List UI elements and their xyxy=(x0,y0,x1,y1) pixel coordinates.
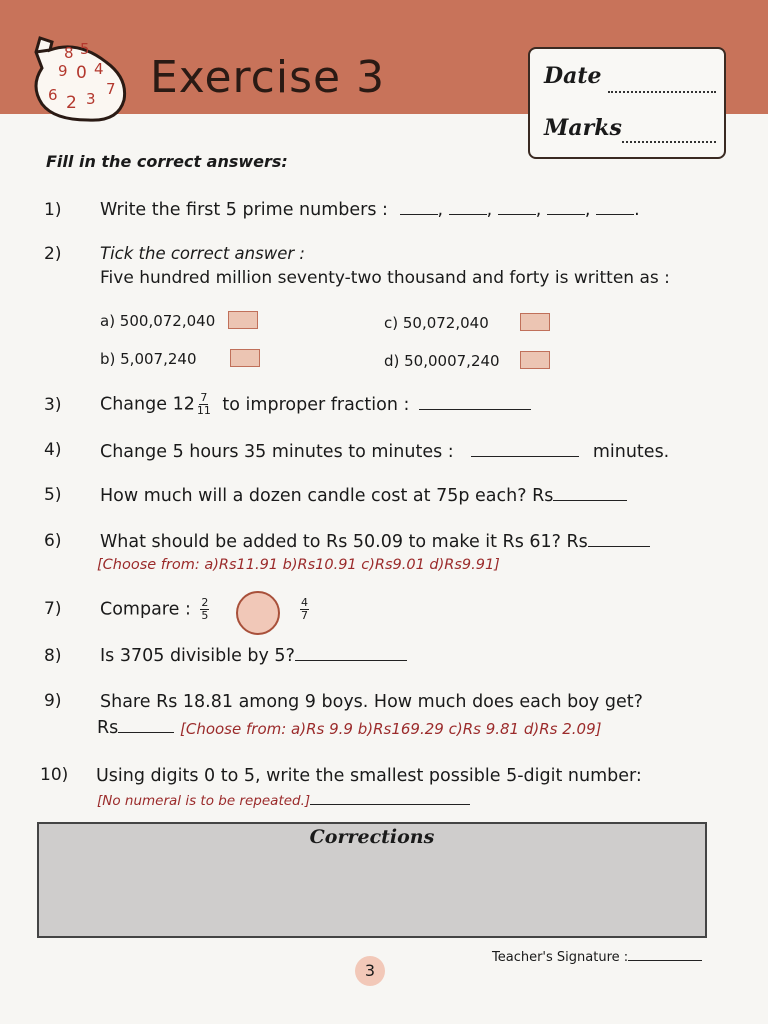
compare-circle[interactable] xyxy=(236,591,280,635)
corrections-title: Corrections xyxy=(309,826,435,848)
logo-digit: 4 xyxy=(94,60,104,78)
question-text: Change 12 xyxy=(100,394,195,415)
question-9-text: Share Rs 18.81 among 9 boys. How much does each boy get? xyxy=(100,692,643,712)
question-2-text: Five hundred million seventy-two thousand and forty is written as : xyxy=(100,268,670,288)
answer-blank[interactable] xyxy=(471,442,579,457)
question-text: Write the first 5 prime numbers : xyxy=(100,200,388,220)
logo-digit: 0 xyxy=(76,63,87,83)
signature-line[interactable] xyxy=(628,946,702,961)
question-number: 4) xyxy=(44,440,62,460)
question-number: 7) xyxy=(44,599,62,619)
answer-blank[interactable] xyxy=(553,486,627,501)
fraction-left: $\frac{2}{5}$ xyxy=(201,596,209,622)
instruction: Fill in the correct answers: xyxy=(46,152,288,171)
answer-blank[interactable] xyxy=(449,200,487,215)
logo-digit: 9 xyxy=(58,62,68,80)
question-5 xyxy=(100,486,627,506)
answer-blank[interactable] xyxy=(588,532,650,547)
option-c: c) 50,072,040 xyxy=(384,314,489,332)
question-number: 1) xyxy=(44,200,62,220)
option-a: a) 500,072,040 xyxy=(100,312,216,330)
answer-blank[interactable] xyxy=(419,395,531,410)
question-number: 5) xyxy=(44,485,62,505)
question-text: Compare : xyxy=(100,599,191,620)
logo-digit: 8 xyxy=(64,44,74,62)
question-number: 6) xyxy=(44,531,62,551)
tick-box-c[interactable] xyxy=(520,313,550,331)
fraction-right-wrap xyxy=(298,597,311,622)
answer-blank[interactable] xyxy=(498,200,536,215)
question-text: Change 5 hours 35 minutes to minutes : xyxy=(100,442,454,462)
question-text: Is 3705 divisible by 5? xyxy=(100,646,295,666)
question-10-text: Using digits 0 to 5, write the smallest possible 5-digit number: xyxy=(96,766,642,786)
question-4 xyxy=(100,442,669,462)
question-2-prompt: Tick the correct answer : xyxy=(100,244,305,263)
tick-box-d[interactable] xyxy=(520,351,550,369)
logo-digit: 5 xyxy=(80,40,90,58)
date-label: Date xyxy=(544,63,602,89)
numbers-bag-logo xyxy=(28,34,146,126)
logo-digit: 2 xyxy=(66,93,77,113)
question-number: 8) xyxy=(44,646,62,666)
question-10-hint: [No numeral is to be repeated.] xyxy=(97,790,470,809)
answer-blank[interactable] xyxy=(400,200,438,215)
answer-blank[interactable] xyxy=(310,790,470,805)
answer-blank[interactable] xyxy=(596,200,634,215)
logo-digit: 3 xyxy=(86,90,96,108)
fraction-right: $\frac{4}{7}$ xyxy=(301,596,308,622)
option-b: b) 5,007,240 xyxy=(100,350,197,368)
answer-blank[interactable] xyxy=(547,200,585,215)
question-8 xyxy=(100,646,407,666)
question-text: How much will a dozen candle cost at 75p each? Rs xyxy=(100,486,554,506)
question-7 xyxy=(100,597,211,622)
logo-digit: 6 xyxy=(48,86,58,104)
answer-blank[interactable] xyxy=(118,718,174,733)
answer-prefix: Rs xyxy=(97,718,119,738)
question-9-answer xyxy=(97,718,174,738)
page-number: 3 xyxy=(355,956,385,986)
question-1: Write the first 5 prime numbers : , , , , . xyxy=(100,200,640,220)
question-3 xyxy=(100,392,531,417)
mixed-fraction: $\frac{7}{11}$ xyxy=(196,391,211,417)
tick-box-a[interactable] xyxy=(228,311,258,329)
date-dotted-line[interactable] xyxy=(608,91,716,93)
date-marks-box xyxy=(528,47,726,159)
question-text: What should be added to Rs 50.09 to make it Rs 61? Rs xyxy=(100,532,588,552)
question-9-hint: [Choose from: a)Rs 9.9 b)Rs169.29 c)Rs 9.81 d)Rs 2.09] xyxy=(180,720,602,738)
question-6-hint: [Choose from: a)Rs11.91 b)Rs10.91 c)Rs9.01 d)Rs9.91] xyxy=(97,557,500,573)
question-number: 9) xyxy=(44,691,62,711)
question-6 xyxy=(100,532,650,552)
answer-blank[interactable] xyxy=(295,646,407,661)
marks-dotted-line[interactable] xyxy=(622,141,716,143)
tick-box-b[interactable] xyxy=(230,349,260,367)
corrections-box[interactable] xyxy=(37,822,707,938)
marks-label: Marks xyxy=(544,115,622,141)
option-d: d) 50,0007,240 xyxy=(384,352,500,370)
question-text: to improper fraction : xyxy=(222,394,410,415)
teacher-signature xyxy=(492,946,702,965)
signature-label: Teacher's Signature : xyxy=(492,950,629,965)
question-suffix: minutes. xyxy=(592,442,670,462)
page-title: Exercise 3 xyxy=(150,52,386,103)
question-number: 2) xyxy=(44,244,62,264)
question-number: 3) xyxy=(44,395,62,415)
logo-digit: 7 xyxy=(106,80,116,98)
question-number: 10) xyxy=(40,765,69,785)
